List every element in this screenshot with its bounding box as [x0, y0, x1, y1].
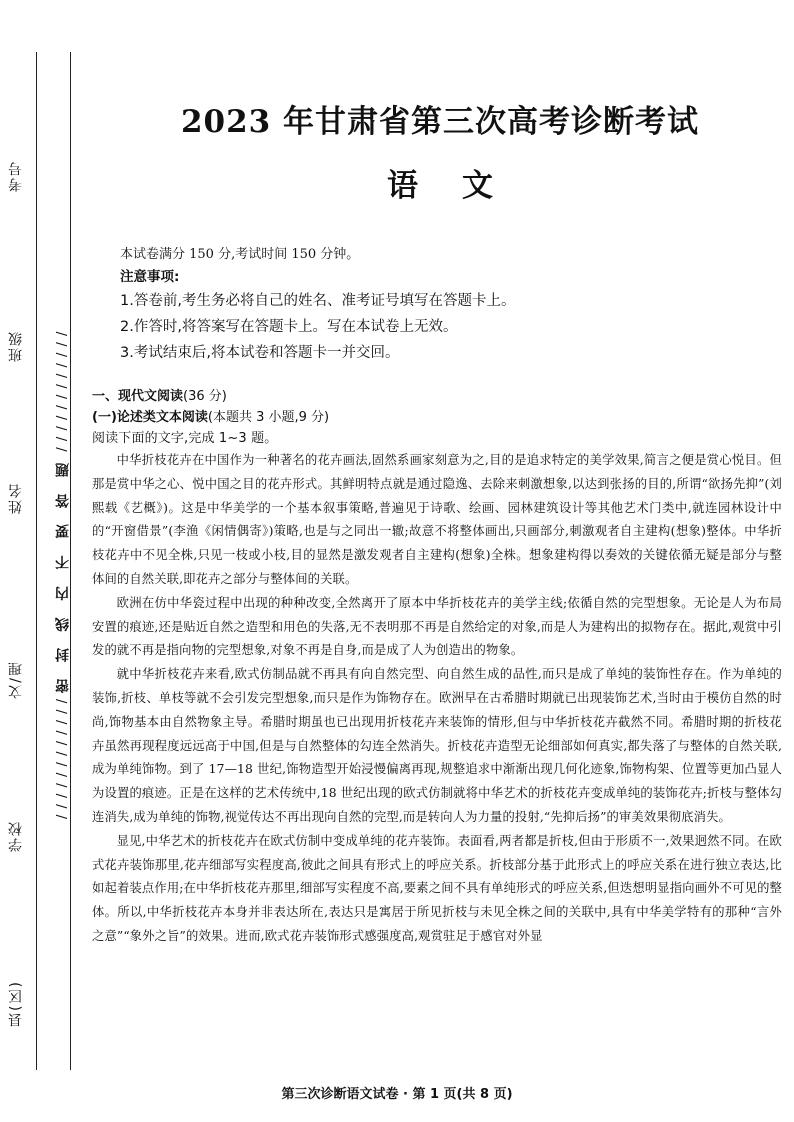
notice-item: 1.答卷前,考生务必将自己的姓名、准考证号填写在答题卡上。	[120, 293, 516, 309]
binding-line-outer	[36, 52, 37, 1070]
notice-item: 2.作答时,将答案写在答题卡上。写在本试卷上无效。	[120, 319, 458, 335]
passage-paragraph: 中华折枝花卉在中国作为一种著名的花卉画法,固然系画家刻意为之,目的是追求特定的美学效果,简言之便是赏心悦目。但那是赏中华之心、悦中国之目的花卉形式。其鲜明特点就是通过隐逸、去除来刺激想象,以达到张扬的目的,所谓“欲扬先抑”(刘熙载《艺概》)。这是中华美学的一个基本叙事策略,普遍见于诗歌、绘画、园林建筑设计等其他艺术门类中,就连园林设计中的“开窗借景”(李渔《闲情偶寄》)策略,也是与之同出一辙;故意不将整体画出,只画部分,刺激观者自主建构(想象)整体。中华折枝花卉中不见全株,只见一枝或小枝,目的显然是激发观者自主建构(想象)全株。想象建构得以奏效的关键依循无疑是部分与整体间的自然关联,即花卉之部分与整体间的关联。	[92, 453, 782, 586]
binding-strip	[0, 0, 95, 1122]
seal-slashes-top: / / / / / / / / / / / /	[55, 698, 70, 820]
label-county: 县(区)	[8, 980, 24, 1027]
label-school: 学校	[8, 820, 24, 852]
subsection-heading	[92, 407, 782, 428]
notice-heading: 注意事项:	[120, 269, 180, 285]
seal-slashes-bottom: / / / / / / / / / / / /	[55, 330, 70, 452]
seal-notice: 密 封 线 内 不 要 答 题	[55, 456, 71, 694]
reading-instruction: 阅读下面的文字,完成 1~3 题。	[92, 431, 278, 446]
seal-line-text	[53, 215, 83, 935]
passage-paragraph: 就中华折枝花卉来看,欧式仿制品就不再具有向自然完型、向自然生成的品性,而只是成了单纯的装饰性存在。作为单纯的装饰,折枝、单枝等就不会引发完型想象,而只是作为饰物存在。欧洲早在古希腊时期就已出现装饰艺术,当时由于模仿自然的时尚,饰物基本由自然物象主导。希腊时期虽也已出现用折枝花卉来装饰的情形,但与中华折枝花卉截然不同。希腊时期的折枝花卉虽然再现程度远远高于中国,但是与自然整体的勾连全然消失。折枝花卉造型无论细部如何真实,都失落了与整体的自然关联,成为单纯饰物。到了 17—18 世纪,饰物造型开始浸慢偏离再现,规整追求中渐渐出现几何化迹象,饰物构架、位置等更加凸显人为设置的痕迹。正是在这样的艺术传统中,18 世纪出现的欧式仿制就将中华艺术的折枝花卉变成单纯的装饰花卉;折枝与整体勾连消失,成为单纯的饰物,视觉传达不再出现向自然的完型,而是转向人为力量的投射,“先抑后扬”的审美效果彻底消失。	[92, 667, 782, 824]
page-footer: 第三次诊断语文试卷 · 第 1 页(共 8 页)	[281, 1087, 513, 1102]
label-class: 班级	[8, 330, 24, 362]
section-title: 一、现代文阅读	[92, 389, 184, 404]
section-heading	[92, 386, 782, 407]
label-name: 姓名	[8, 482, 24, 514]
notice-item: 3.考试结束后,将本试卷和答题卡一并交回。	[120, 345, 400, 361]
label-exam-number: 考号	[8, 160, 24, 192]
subsection-title: (一)论述类文本阅读	[92, 410, 208, 425]
subsection-note: (本题共 3 小题,9 分)	[207, 410, 330, 425]
passage-paragraph: 欧洲在仿中华瓷过程中出现的种种改变,全然离开了原本中华折枝花卉的美学主线;依循自然的完型想象。无论是人为布局安置的痕迹,还是贴近自然之造型和用色的失落,无不表明那不再是自然给定的对象,而是人为建构出的拟物存在。据此,观赏中引发的就不再是指向物的完型想象,对象不再是自身,而是成了人为创造出的物象。	[92, 595, 782, 658]
main-content	[92, 386, 782, 949]
section-points: (36 分)	[183, 389, 227, 404]
notice-intro: 本试卷满分 150 分,考试时间 150 分钟。	[120, 247, 360, 262]
subject-title: 语文	[387, 168, 537, 204]
exam-notice	[120, 244, 760, 366]
passage-paragraph: 显见,中华艺术的折枝花卉在欧式仿制中变成单纯的花卉装饰。表面看,两者都是折枝,但由于形质不一,效果迥然不同。在欧式花卉装饰那里,花卉细部写实程度高,彼此之间具有形式上的呼应关系。折枝部分基于此形式上的呼应关系在进行独立表达,比如起着装点作用;在中华折枝花卉那里,细部写实程度不高,要素之间不具有单纯形式的呼应关系,但迭想明显指向画外不可见的整体。所以,中华折枝花卉本身并非表达所在,表达只是寓居于所见折枝与未见全株之间的关联中,具有中华美学特有的那种“言外之意”“象外之旨”的效果。进而,欧式花卉装饰形式感强度高,观赏驻足于感官对外显	[92, 833, 782, 943]
label-track: 文/理	[8, 660, 24, 699]
exam-title: 2023 年甘肃省第三次高考诊断考试	[180, 104, 700, 140]
